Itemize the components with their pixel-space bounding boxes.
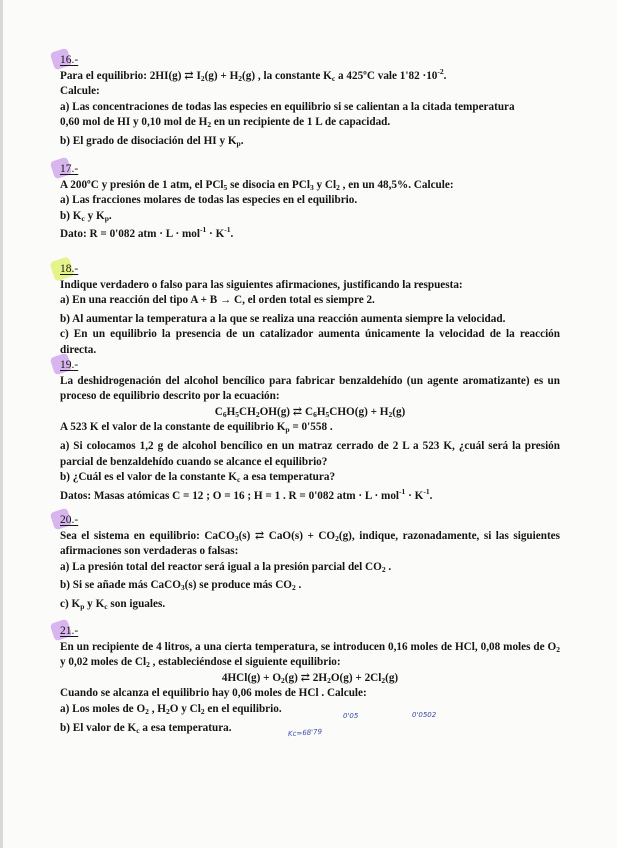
handwritten-note-2: 0'0502 [412,711,437,719]
problem-18: 18.- Indique verdadero o falso para las siguientes afirmaciones, justificando la respuesta: a) En una reacción del tipo A + B → C, el orden total es siempre 2. b) Al aumentar la temperatura a la que se realiza una reacción aumenta siempre la velocidad. c) En un equilibrio la presencia de un catalizador aumenta únicamente la velocidad de la reacción directa. [60,262,560,359]
handwritten-note-3: Kc=68'79 [287,727,323,739]
problem-number: 17.- [60,162,78,178]
problem-16: 16.- Para el equilibrio: 2HI(g) ⇄ $I_2(g) + H_2(g)$ , la constante $K_c$ a 425ºC vale $1'82 \cdot 10^{-2}$. Calcule: a) Las concentraciones de todas las especies en equilibrio si se calientan a la citada temperatura 0,60 mol de HI y 0,10 mol de $H_2$ en un recipiente de 1 L de capacidad. b) El grado de disociación del HI y $K_p$. [60,53,560,150]
problem-17: 17.- A 200ºC y presión de 1 atm, el PCl$_5$ se disocia en PCl$_3$ y $Cl_2$ , en un 48,5%. Calcule: a) Las fracciones molares de todas las especies en el equilibrio. b) $K_c$ y $K_p$. Dato: R = 0'082 atm · $L \cdot mol^{-1} \cdot K^{-1}$. [60,162,560,243]
problem-number: 20.- [60,513,78,529]
problem-20: 20.- Sea el sistema en equilibrio: CaCO$_3$(s) ⇄ $CaO(s) + CO_2(g)$, indique, razonadamente, si las siguientes afirmaciones son verdaderas o falsas: a) La presión total del reactor será igual a la presión parcial del $CO_2$ . b) Si se añade más CaCO$_3$(s) se produce más $CO_2$ . c) $K_p$ y $K_c$ son iguales. [60,513,560,613]
problem-number: 18.- [60,262,78,278]
problem-21: 21.- En un recipiente de 4 litros, a una cierta temperatura, se introducen 0,16 moles de HCl, 0,08 moles de $O_2$ y 0,02 moles de $Cl_2$ , estableciéndose el siguiente equilibrio: $4HCl(g) + O_2(g)$ ⇄ $2H_2O(g) + 2Cl_2(g)$ Cuando se alcanza el equilibrio hay 0,06 moles de HCl . Calcule: a) Los moles de $O_2$ , $H_2O$ y $Cl_2$ en el equilibrio. b) El valor de $K_c$ a esa temperatura. [60,624,560,736]
problem-19: 19.- La deshidrogenación del alcohol bencílico para fabricar benzaldehído (un agente aromatizante) es un proceso de equilibrio descrito por la ecuación: $C_6H_5CH_2OH(g)$ ⇄ $C_6H_5CHO(g) + H_2(g)$ A 523 K el valor de la constante de equilibrio $K_p = 0'558$ . a) Si colocamos 1,2 g de alcohol bencílico en un matraz cerrado de 2 L a 523 K, ¿cuál será la presión parcial de benzaldehído cuando se alcance el equilibrio? b) ¿Cuál es el valor de la constante $K_c$ a esa temperatura? Datos: Masas atómicas C = 12 ; O = 16 ; H = 1 . R = 0'082 atm · $L \cdot mol^{-1} \cdot K^{-1}$. [60,358,560,504]
scan-edge [0,0,3,848]
problem-number: 16.- [60,53,78,69]
problem-number: 21.- [60,624,78,640]
problem-number: 19.- [60,358,78,374]
handwritten-note-1: 0'05 [343,712,359,720]
